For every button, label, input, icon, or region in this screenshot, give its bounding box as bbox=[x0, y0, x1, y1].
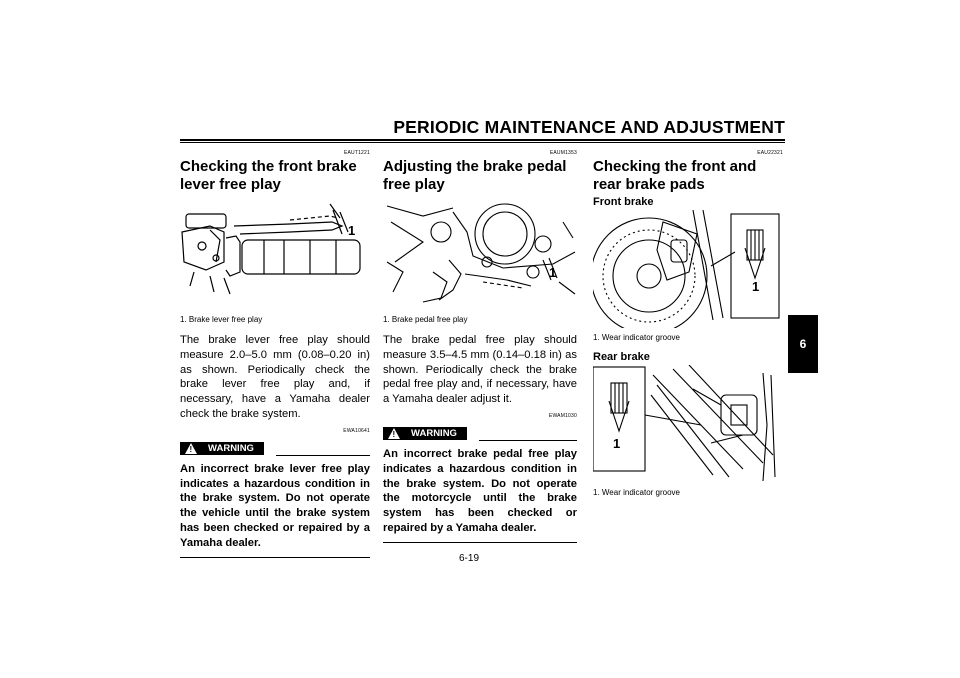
page-header-title: PERIODIC MAINTENANCE AND ADJUSTMENT bbox=[393, 117, 785, 137]
figure-caption: 1. Wear indicator groove bbox=[593, 333, 681, 342]
callout-number: 1 bbox=[348, 223, 356, 238]
warning-code: EWAM1030 bbox=[548, 412, 577, 419]
callout-number: 1 bbox=[613, 436, 621, 451]
section-code: EAU22321 bbox=[757, 150, 783, 156]
column-brake-pads bbox=[593, 150, 783, 497]
warning-badge bbox=[383, 427, 467, 440]
callout-number: 1 bbox=[752, 279, 760, 294]
section-title: Adjusting the brake pedal free play bbox=[383, 158, 567, 193]
figure-caption: 1. Brake pedal free play bbox=[383, 315, 468, 324]
section-code: EAUM1353 bbox=[549, 150, 577, 156]
section-title: Checking the front and rear brake pads bbox=[593, 158, 757, 193]
warning-text: An incorrect brake lever free play indicates a hazardous condition in the brake system. Do not operate the vehicle until the brake system has been checked or repaired by a Yamaha dealer. bbox=[180, 462, 370, 549]
warning-code: EWA10641 bbox=[343, 427, 370, 434]
warning-end-rule bbox=[180, 557, 370, 558]
rear-brake-heading: Rear brake bbox=[593, 351, 650, 363]
warning-line bbox=[276, 455, 370, 456]
brake-lever-figure bbox=[180, 202, 370, 310]
exclamation-icon: ! bbox=[189, 444, 193, 454]
front-brake-heading: Front brake bbox=[593, 196, 654, 208]
warning-label: WARNING bbox=[208, 442, 254, 454]
column-front-brake-lever bbox=[180, 150, 370, 558]
warning-badge bbox=[180, 442, 264, 455]
body-paragraph: The brake pedal free play should measure 3.5–4.5 mm (0.14–0.18 in) as shown. Periodically check the brake pedal free play and, if necessary, have a Yamaha dealer adjust it. bbox=[383, 334, 577, 406]
page-number: 6-19 bbox=[459, 553, 480, 564]
rear-brake-illustration bbox=[593, 365, 783, 483]
warning-label: WARNING bbox=[411, 427, 457, 439]
exclamation-icon: ! bbox=[392, 429, 396, 439]
rear-brake-figure bbox=[593, 365, 783, 483]
figure-caption: 1. Brake lever free play bbox=[180, 315, 263, 324]
warning-header bbox=[180, 440, 370, 458]
column-brake-pedal bbox=[383, 150, 577, 543]
brake-pedal-illustration bbox=[383, 202, 577, 310]
figure-caption: 1. Wear indicator groove bbox=[593, 488, 681, 497]
brake-lever-illustration bbox=[180, 202, 370, 310]
chapter-tab: 6 bbox=[788, 315, 818, 373]
header-rule bbox=[180, 139, 785, 141]
warning-end-rule bbox=[383, 542, 577, 543]
warning-header bbox=[383, 425, 577, 443]
front-brake-figure bbox=[593, 210, 783, 328]
warning-text: An incorrect brake pedal free play indicates a hazardous condition in the brake system. Do not operate the motorcycle until the brake system has been checked or repaired by a Yamaha dealer. bbox=[383, 447, 577, 534]
header-rule-thin bbox=[180, 142, 785, 143]
body-paragraph: The brake lever free play should measure 2.0–5.0 mm (0.08–0.20 in) as shown. Periodically check the brake lever free play and, if necessary, have a Yamaha dealer check the brake system. bbox=[180, 334, 370, 420]
callout-number: 1 bbox=[549, 265, 557, 280]
brake-pedal-figure bbox=[383, 202, 577, 310]
section-title: Checking the front brake lever free play bbox=[180, 158, 357, 193]
warning-line bbox=[479, 440, 577, 441]
front-brake-illustration bbox=[593, 210, 783, 328]
section-code: EAUT1221 bbox=[343, 150, 370, 156]
